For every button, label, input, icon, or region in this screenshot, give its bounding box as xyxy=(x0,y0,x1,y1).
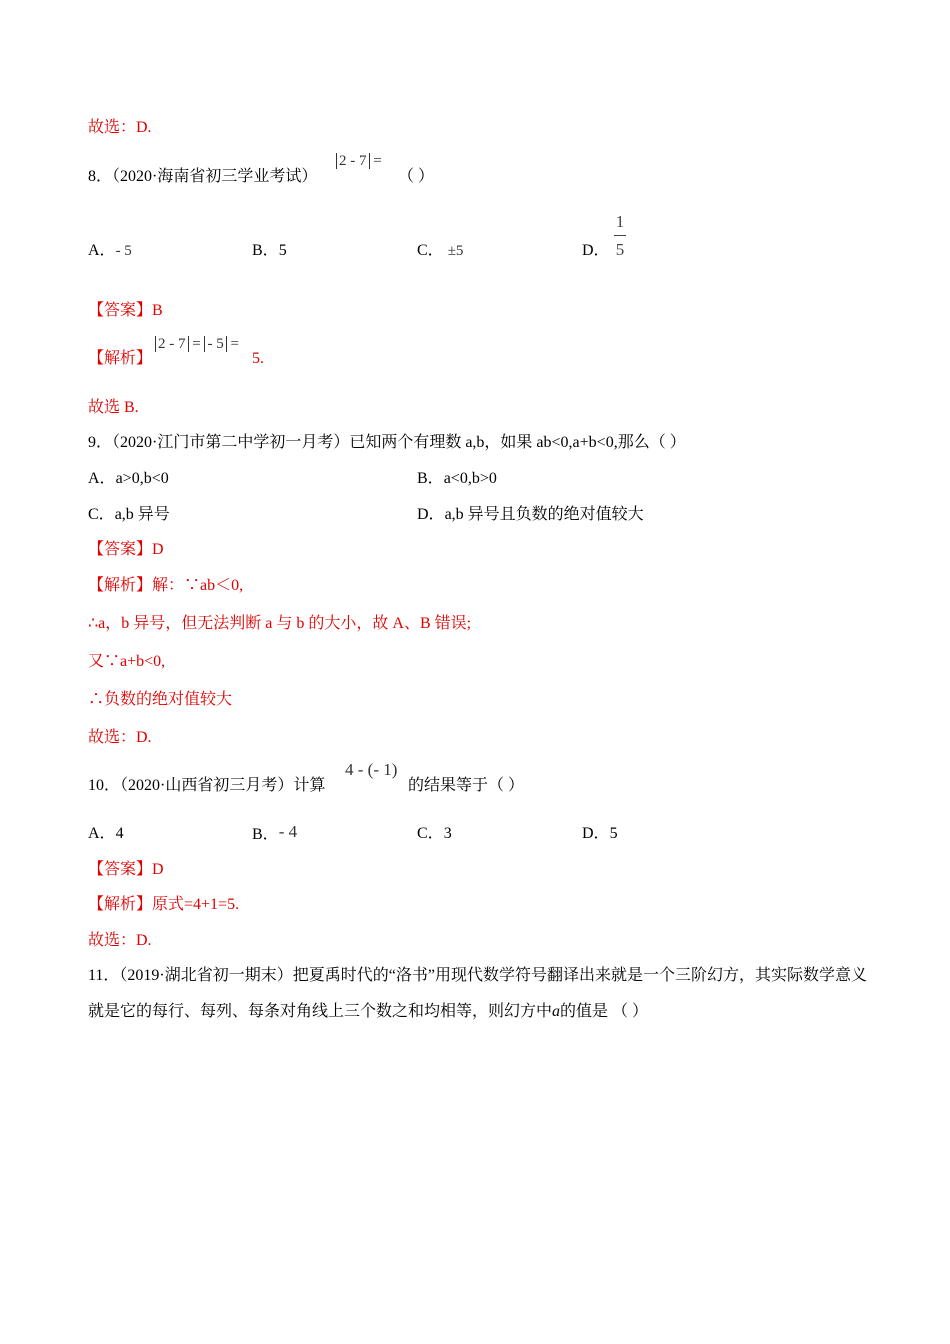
q8-option-c-letter: C． xyxy=(417,242,444,259)
q8-analysis-eq2: = xyxy=(230,336,239,352)
q8-option-a xyxy=(88,241,132,261)
q10-option-a-letter: A． xyxy=(88,825,116,842)
q8-analysis-abs1: 2 - 7 xyxy=(155,336,189,352)
q10-option-b xyxy=(252,824,297,845)
q8-answer: 【答案】B xyxy=(88,302,163,319)
q9-option-a-letter: A． xyxy=(88,470,116,487)
q9-stem: 9．（2020·江门市第二中学初一月考）已知两个有理数 a,b，如果 ab<0,a+b<0,那么（ ） xyxy=(88,434,686,451)
q8-paren: （ ） xyxy=(398,168,435,185)
q8-option-c xyxy=(417,241,463,261)
q9-option-c xyxy=(88,505,170,525)
q10-analysis: 【解析】原式=4+1=5. xyxy=(88,896,240,913)
q10-option-c-letter: C． xyxy=(417,825,444,842)
q9-option-d-text: a,b 异号且负数的绝对值较大 xyxy=(444,506,644,523)
q8-option-b-letter: B． xyxy=(252,242,279,259)
q8-option-d-numerator: 1 xyxy=(615,212,625,231)
q8-option-d xyxy=(582,241,610,261)
q9-option-d-letter: D． xyxy=(417,506,445,523)
q8-stem: 8．（2020·海南省初三学业考试） xyxy=(88,168,318,185)
q10-stem-pre: 10．（2020·山西省初三月考）计算 xyxy=(88,777,326,794)
q9-analysis-line3: 又∵a+b<0, xyxy=(88,653,166,670)
q9-option-a xyxy=(88,469,169,489)
q9-option-b xyxy=(417,469,497,489)
q11-stem xyxy=(88,958,868,1030)
q10-option-d-letter: D． xyxy=(582,825,610,842)
q8-analysis-abs2: - 5 xyxy=(204,336,226,352)
q9-option-b-text: a<0,b>0 xyxy=(443,470,497,487)
q9-analysis-line2: ∴a，b 异号，但无法判断 a 与 b 的大小，故 A、B 错误; xyxy=(88,615,472,632)
q10-option-b-letter: B． xyxy=(252,826,279,843)
q8-expression xyxy=(336,152,382,170)
q10-option-d-text: 5 xyxy=(609,825,618,842)
prev-conclusion: 故选：D. xyxy=(88,119,152,136)
q8-option-b-value: 5 xyxy=(278,242,287,259)
q8-option-a-letter: A． xyxy=(88,242,116,259)
q10-option-b-text: - 4 xyxy=(278,822,298,841)
q10-option-a-text: 4 xyxy=(115,825,124,842)
q9-analysis-line4: ∴负数的绝对值较大 xyxy=(88,691,233,708)
q10-answer: 【答案】D xyxy=(88,861,164,878)
q10-option-a xyxy=(88,824,124,844)
q9-answer: 【答案】D xyxy=(88,541,164,558)
q10-conclusion: 故选：D. xyxy=(88,932,152,949)
q9-analysis: 【解析】解：∵ab＜0, xyxy=(88,577,244,594)
q8-option-d-denominator: 5 xyxy=(615,240,625,259)
q9-option-c-letter: C． xyxy=(88,506,115,523)
q8-analysis-expr xyxy=(155,335,239,353)
q8-abs-expr: 2 - 7 xyxy=(336,153,370,169)
q8-option-b xyxy=(252,241,287,261)
q8-option-d-letter: D． xyxy=(582,242,610,259)
q8-equals: = xyxy=(373,153,382,169)
q8-analysis-eq1: = xyxy=(192,336,201,352)
q8-option-d-fraction-bar xyxy=(614,235,626,236)
q9-option-c-text: a,b 异号 xyxy=(114,506,170,523)
q11-variable: a xyxy=(552,1003,561,1020)
q11-stem-b: 的值是 （ ） xyxy=(560,1003,649,1020)
q8-option-c-value: ±5 xyxy=(447,243,464,259)
q10-stem-post: 的结果等于（ ） xyxy=(408,777,525,794)
q8-option-a-value: - 5 xyxy=(115,243,132,259)
q10-expression: 4 - (- 1) xyxy=(345,760,398,779)
q9-option-a-text: a>0,b<0 xyxy=(115,470,169,487)
q9-option-b-letter: B． xyxy=(417,470,444,487)
q8-conclusion: 故选 B. xyxy=(88,399,139,416)
q9-conclusion: 故选：D. xyxy=(88,729,152,746)
q8-stem-row xyxy=(88,167,317,187)
q8-analysis-result: 5. xyxy=(252,350,264,367)
q8-analysis-label: 【解析】 xyxy=(88,350,153,367)
q9-option-d xyxy=(417,505,644,525)
q11-stem-a: 11．（2019·湖北省初一期末）把夏禹时代的“洛书”用现代数学符号翻译出来就是一个三阶幻方，其实际数学意义就是它的每行、每列、每条对角线上三个数之和均相等，则幻方中 xyxy=(88,967,867,1020)
q10-option-c xyxy=(417,824,452,844)
q10-option-c-text: 3 xyxy=(443,825,452,842)
q10-option-d xyxy=(582,824,618,844)
